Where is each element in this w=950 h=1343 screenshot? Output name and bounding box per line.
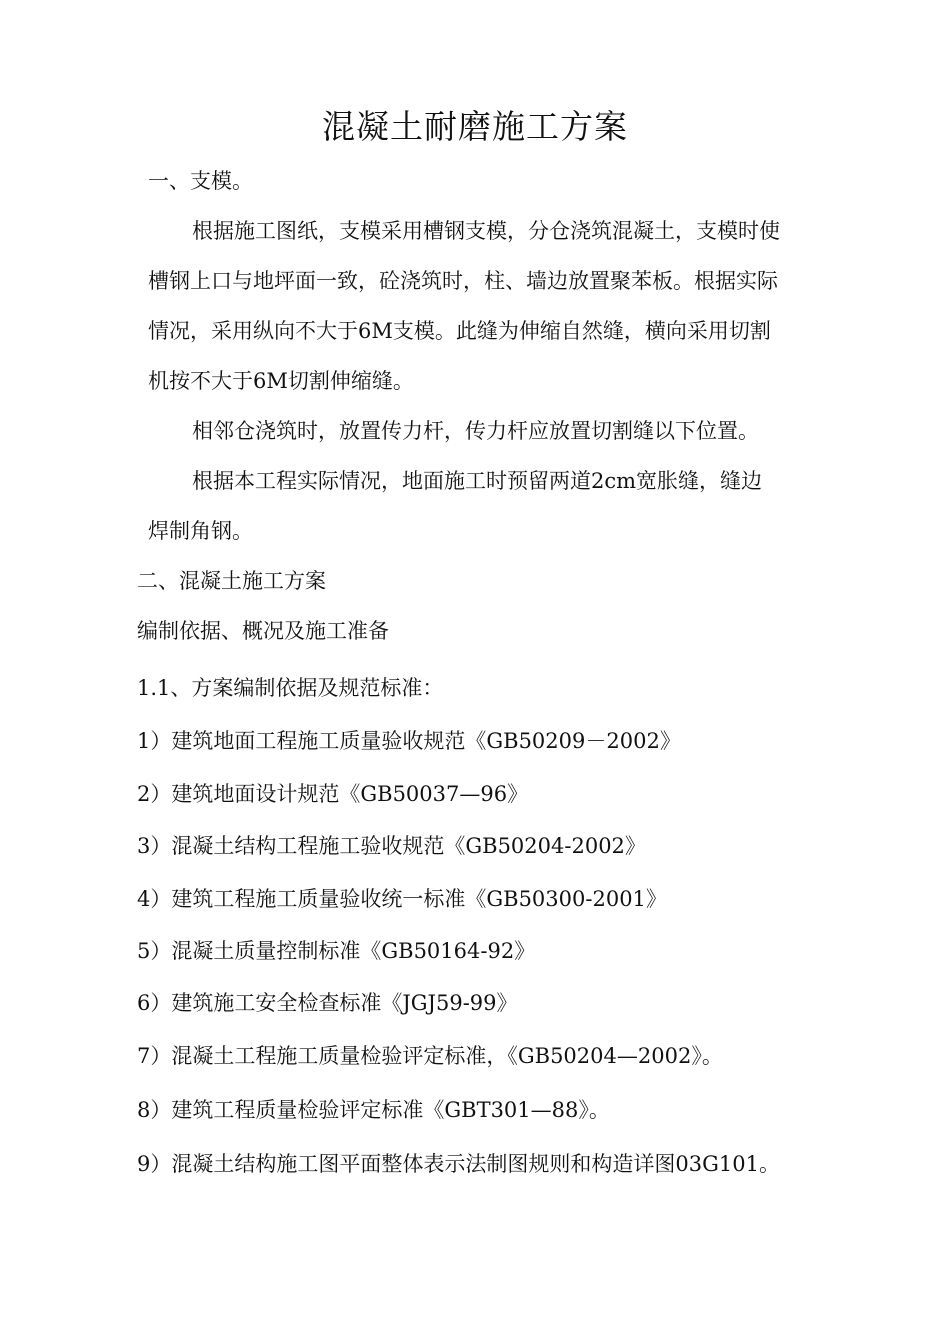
list-item: 8）建筑工程质量检验评定标准《GBT301—88》。 (137, 1098, 610, 1122)
section-heading-concrete: 二、混凝土施工方案 (137, 569, 326, 593)
paragraph-line: 相邻仓浇筑时，放置传力杆，传力杆应放置切割缝以下位置。 (192, 419, 759, 443)
document-title: 混凝土耐磨施工方案 (322, 107, 628, 146)
list-item: 7）混凝土工程施工质量检验评定标准，《GB50204—2002》。 (137, 1044, 723, 1068)
list-item: 2）建筑地面设计规范《GB50037—96》 (137, 782, 529, 806)
list-item: 3）混凝土结构工程施工验收规范《GB50204-2002》 (137, 834, 646, 858)
basis-heading: 1.1、方案编制依据及规范标准： (137, 676, 444, 700)
subheading: 编制依据、概况及施工准备 (137, 619, 389, 643)
paragraph-line: 情况，采用纵向不大于6M支模。此缝为伸缩自然缝，横向采用切割 (148, 319, 771, 343)
paragraph-line: 机按不大于6M切割伸缩缝。 (148, 369, 414, 393)
list-item: 4）建筑工程施工质量验收统一标准《GB50300-2001》 (137, 887, 667, 911)
list-item: 5）混凝土质量控制标准《GB50164-92》 (137, 939, 536, 963)
list-item: 6）建筑施工安全检查标准《JGJ59-99》 (137, 991, 518, 1015)
paragraph-line: 槽钢上口与地坪面一致，砼浇筑时，柱、墙边放置聚苯板。根据实际 (148, 269, 778, 293)
section-heading-formwork: 一、支模。 (148, 169, 253, 193)
paragraph-line: 根据本工程实际情况，地面施工时预留两道2cm宽胀缝，缝边 (192, 469, 763, 493)
list-item: 1）建筑地面工程施工质量验收规范《GB50209－2002》 (137, 729, 681, 753)
list-item: 9）混凝土结构施工图平面整体表示法制图规则和构造详图03G101。 (137, 1152, 780, 1176)
paragraph-line: 根据施工图纸，支模采用槽钢支模，分仓浇筑混凝土，支模时使 (192, 219, 780, 243)
paragraph-line: 焊制角钢。 (148, 519, 253, 543)
